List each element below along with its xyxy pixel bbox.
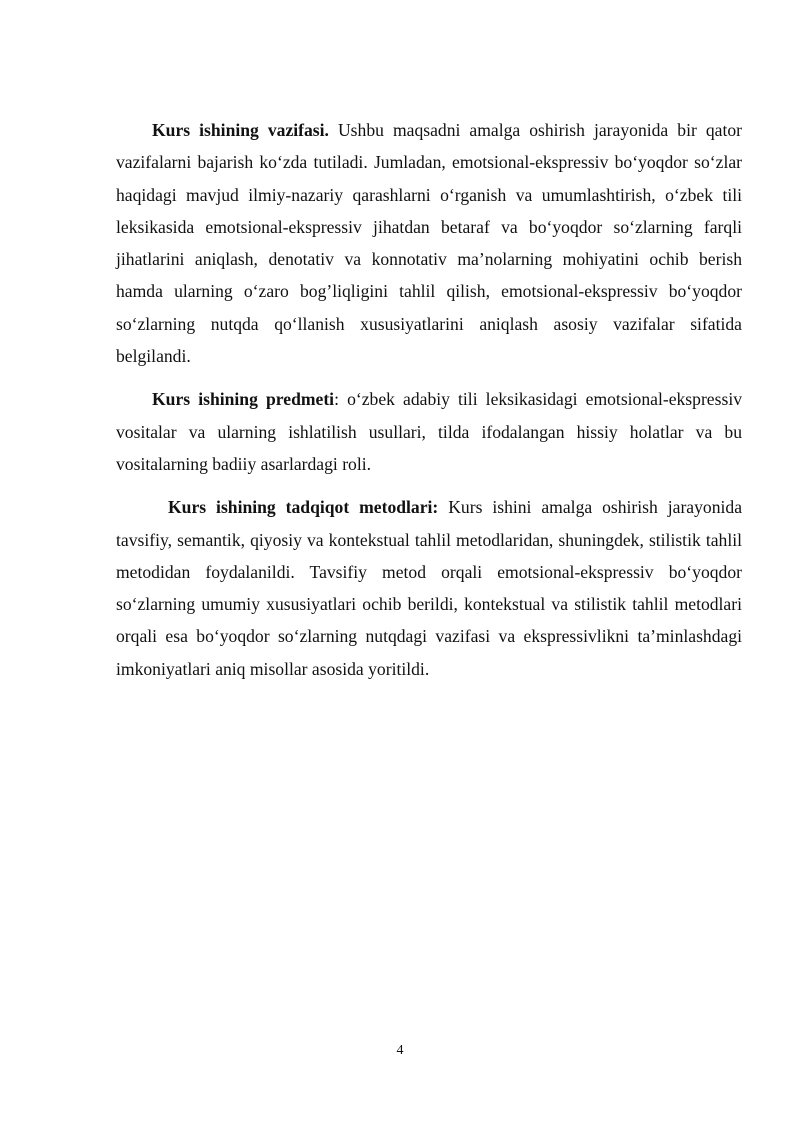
- page-content: [116, 114, 742, 685]
- paragraph-tasks: [116, 114, 742, 372]
- paragraph-methods-heading: Kurs ishining tadqiqot metodlari:: [168, 497, 439, 518]
- paragraph-tasks-heading: Kurs ishining vazifasi.: [152, 120, 329, 140]
- paragraph-subject-body: : o‘zbek adabiy tili leksikasidagi emotsional-ekspressiv vositalar va ularning ishlatilish usullari, tilda ifodalangan hissiy holatlar va bu vositalarning badiiy asarlardagi roli.: [116, 389, 742, 474]
- paragraph-subject-heading: Kurs ishining predmeti: [152, 389, 335, 410]
- page-number: 4: [396, 1043, 404, 1058]
- paragraph-methods: [116, 491, 742, 685]
- paragraph-methods-body: Kurs ishini amalga oshirish jarayonida tavsifiy, semantik, qiyosiy va kontekstual tahlil metodlaridan, shuningdek, stilistik tahlil metodidan foydalanildi. Tavsifiy metod orqali emotsional-ekspressiv bo‘yoqdor so‘zlarning umumiy xususiyatlari ochib berildi, kontekstual va stilistik tahlil metodlari orqali esa bo‘yoqdor so‘zlarning nutqdagi vazifasi va ekspressivlikni ta’minlashdagi imkoniyatlari aniq misollar asosida yoritildi.: [116, 497, 742, 679]
- paragraph-tasks-body: Ushbu maqsadni amalga oshirish jarayonida bir qator vazifalarni bajarish ko‘zda tutiladi. Jumladan, emotsional-ekspressiv bo‘yoqdor so‘zlar haqidagi mavjud ilmiy-nazariy qarashlarni o‘rganish va umumlashtirish, o‘zbek tili leksikasida emotsional-ekspressiv jihatdan betaraf va bo‘yoqdor so‘zlarning farqli jihatlarini aniqlash, denotativ va konnotativ ma’nolarning mohiyatini ochib berish hamda ularning o‘zaro bog’liqligini tahlil qilish, emotsional-ekspressiv bo‘yoqdor so‘zlarning nutqda qo‘llanish xususiyatlarini aniqlash asosiy vazifalar sifatida belgilandi.: [116, 120, 742, 367]
- paragraph-subject: [116, 383, 742, 480]
